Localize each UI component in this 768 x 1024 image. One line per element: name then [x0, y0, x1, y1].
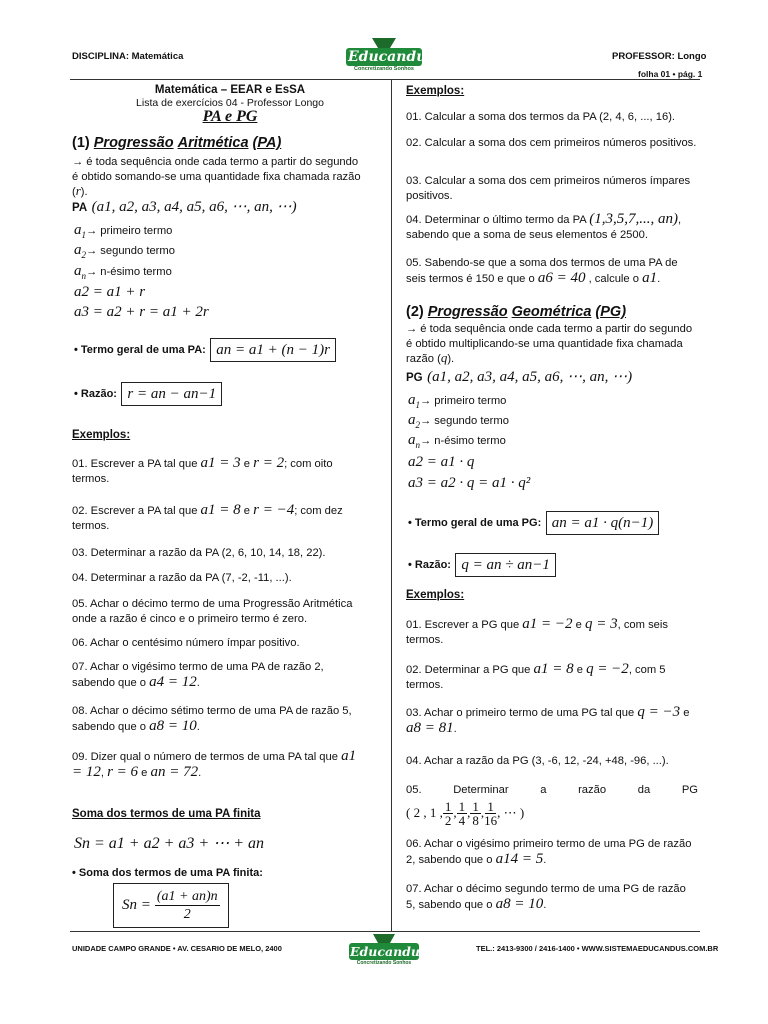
pg-heading-b: Geométrica [511, 304, 592, 320]
pa-sum-heading: Soma dos termos de uma PA finita [72, 808, 261, 820]
pg-general-term [408, 511, 659, 535]
pg-termn: $a_n\to$ n-ésimo termo [408, 432, 506, 450]
pa-sequence [72, 197, 297, 216]
pa-ex03: 03. Determinar a razão da PA (2, 6, 10, 14, 18, 22). [72, 547, 326, 559]
pa-sum-numerator: (a1 + an)n [156, 889, 218, 904]
pa-general-term [74, 338, 336, 362]
pa-sum-formula: Sn = $\frac{(a1 + an)n}{2}$ [113, 883, 229, 928]
educandus-logo [342, 38, 435, 74]
pa-heading-b: Aritmética [177, 135, 249, 151]
pg-tg-formula: an = a1 · q(n−1) [546, 511, 659, 535]
pa-ex04: 04. Determinar a razão da PA (7, -2, -11, ...). [72, 572, 292, 584]
pg-ex03: 03. Achar o primeiro termo de uma PG tal que q = −3 e a8 = 81. [406, 704, 690, 736]
pa-ex06: 06. Achar o centésimo número ímpar positivo. [72, 637, 300, 649]
title-line2: Lista de exercícios 04 - Professor Longo [136, 97, 324, 109]
pa-ex09: 09. Dizer qual o número de termos de uma PA tal que a1 = 12, r = 6 e an = 72. [72, 748, 357, 780]
sum-ex03: 03. Calcular a soma dos cem primeiros números ímpares positivos. [406, 175, 691, 202]
pg-term1: $a_1\to$ primeiro termo [408, 392, 507, 410]
pa-tg-label: • Termo geral de uma PA: [74, 343, 206, 356]
pa-ratio [74, 382, 222, 406]
pa-examples-label: Exemplos: [72, 429, 131, 441]
pa-seq-label: PA [72, 202, 88, 214]
pa-ex01: 01. Escrever a PA tal que a1 = 3 e r = 2; com oito termos. [72, 455, 333, 485]
pa-description [72, 155, 364, 200]
pa-sum-denominator: 2 [183, 907, 191, 922]
frac-eighth: $\frac{1}{8}$ [472, 798, 479, 828]
title-line1: Matemática – EEAR e EsSA [154, 84, 306, 96]
pg-razao-label: • Razão: [408, 558, 451, 571]
pa-eq1: a2 = a1 + r [74, 284, 146, 300]
column-divider [391, 79, 392, 931]
footer-address: UNIDADE CAMPO GRANDE • AV. CESARIO DE MELO, 2400 [72, 944, 282, 953]
pa-seq-formula: (a1, a2, a3, a4, a5, a6, ⋯, an, ⋯) [91, 199, 297, 215]
pa-termn: $a_n\to$ n-ésimo termo [74, 263, 172, 281]
pg-eq2: a3 = a2 · q = a1 · q² [408, 475, 531, 491]
pa-heading-num: (1) [72, 135, 90, 151]
footer-divider [70, 931, 700, 932]
pa-desc-r: r [75, 183, 81, 198]
pa-sum-label: • Soma dos termos de uma PA finita: [72, 867, 263, 879]
pg-description: → é toda sequência onde cada termo a partir do segundo é obtido multiplicando-se uma quantidade fixa chamada razão (q). [406, 323, 693, 365]
sum-examples-label: Exemplos: [406, 85, 465, 97]
page-number: folha 01 • pág. 1 [638, 69, 703, 79]
sum-ex01: 01. Calcular a soma dos termos da PA (2, 4, 6, ..., 16). [406, 111, 676, 123]
sum-ex05: 05. Sabendo-se que a soma dos termos de uma PA de seis termos é 150 e que o a6 = 40 , calcule o a1. [406, 257, 678, 286]
pg-ex07: 07. Achar o décimo segundo termo de uma PG de razão 5, sabendo que o a8 = 10. [406, 883, 686, 912]
pg-ex02: 02. Determinar a PG que a1 = 8 e q = −2, com 5 termos. [406, 661, 666, 691]
pa-ex07: 07. Achar o vigésimo termo de uma PA de razão 2, sabendo que o a4 = 12. [72, 661, 324, 690]
pa-tg-formula: an = a1 + (n − 1)r [210, 338, 336, 362]
pg-term2: $a_2\to$ segundo termo [408, 412, 509, 430]
pg-seq-formula: (a1, a2, a3, a4, a5, a6, ⋯, an, ⋯) [427, 369, 633, 385]
frac-half: $\frac{1}{2}$ [444, 798, 452, 828]
pg-ex05-sequence: ( 2 , 1 , $\frac{1}{2}$ , $\frac{1}{4}$ , $\frac{1}{8}$ , $\frac{1}{16}$ , ⋯ ) [406, 798, 525, 828]
footer-contact: TEL.: 2413-9300 / 2416-1400 • WWW.SISTEMAEDUCANDUS.COM.BR [476, 944, 719, 953]
header-divider [70, 79, 700, 80]
pa-heading-a: Progressão [93, 135, 174, 151]
pa-ex08: 08. Achar o décimo sétimo termo de uma PA de razão 5, sabendo que o a8 = 10. [72, 705, 352, 734]
pa-ex02: 02. Escrever a PA tal que a1 = 8 e r = −4; com dez termos. [72, 502, 343, 532]
sum-ex02: 02. Calcular a soma dos cem primeiros números positivos. [406, 137, 697, 149]
pg-ex05: 05. Determinar a razão da PG ( 2 , 1 , $\frac{1}{2}$ , $\frac{1}{4}$ , $\frac{1}{8}$ , $\frac{1}{16}$ , ⋯ ) [406, 784, 698, 828]
pa-desc-end: ). [80, 186, 88, 198]
pa-razao-formula: r = an − an−1 [121, 382, 222, 406]
footer-logo [346, 934, 428, 968]
pa-term2: $a_2\to$ segundo termo [74, 242, 175, 260]
pg-sequence [406, 367, 632, 386]
logo-text: Educandus [348, 49, 435, 65]
pa-term1: $a_1\to$ primeiro termo [74, 222, 173, 240]
pg-seq-label: PG [406, 372, 423, 384]
pg-heading-c: (PG) [595, 304, 627, 320]
title-line3: PA e PG [202, 108, 258, 125]
pg-tg-label: • Termo geral de uma PG: [408, 516, 542, 529]
professor-label: PROFESSOR: Longo [612, 51, 707, 62]
pg-examples-label: Exemplos: [406, 589, 465, 601]
footer-logo-text: Educandus [350, 944, 428, 959]
pa-razao-label: • Razão: [74, 387, 117, 400]
pa-heading-c: (PA) [252, 135, 282, 151]
pg-ex04: 04. Achar a razão da PG (3, -6, 12, -24, +48, -96, ...). [406, 755, 669, 767]
footer-logo-subtitle: Concretizando Sonhos [356, 960, 412, 966]
pg-eq1: a2 = a1 · q [408, 454, 475, 470]
pg-heading [406, 304, 626, 320]
pa-desc-text: → é toda sequência onde cada termo a partir do segundo é obtido somando-se uma quantidade fixa chamada razão ( [72, 156, 361, 198]
logo-subtitle: Concretizando Sonhos [354, 66, 414, 72]
pg-razao-formula: q = an ÷ an−1 [455, 553, 555, 577]
pg-heading-a: Progressão [427, 304, 508, 320]
pg-ex06: 06. Achar o vigésimo primeiro termo de uma PG de razão 2, sabendo que o a14 = 5. [406, 838, 692, 867]
pg-ratio [408, 553, 556, 577]
pa-eq2: a3 = a2 + r = a1 + 2r [74, 304, 209, 320]
discipline-label: DISCIPLINA: Matemática [72, 51, 184, 62]
frac-quarter: $\frac{1}{4}$ [458, 798, 466, 828]
sum-ex04: 04. Determinar o último termo da PA (1,3,5,7,..., an), sabendo que a soma de seus elementos é 2500. [406, 211, 682, 241]
pa-heading [72, 135, 281, 151]
frac-sixteenth: $\frac{1}{16}$ [484, 798, 498, 828]
pg-ex01: 01. Escrever a PG que a1 = −2 e q = 3, com seis termos. [406, 616, 668, 646]
pa-ex05: 05. Achar o décimo termo de uma Progressão Aritmética onde a razão é cinco e o primeiro termo é zero. [72, 598, 353, 625]
pg-heading-num: (2) [406, 304, 424, 320]
pa-sum-eq: Sn = a1 + a2 + a3 + ⋯ + an [74, 835, 264, 852]
